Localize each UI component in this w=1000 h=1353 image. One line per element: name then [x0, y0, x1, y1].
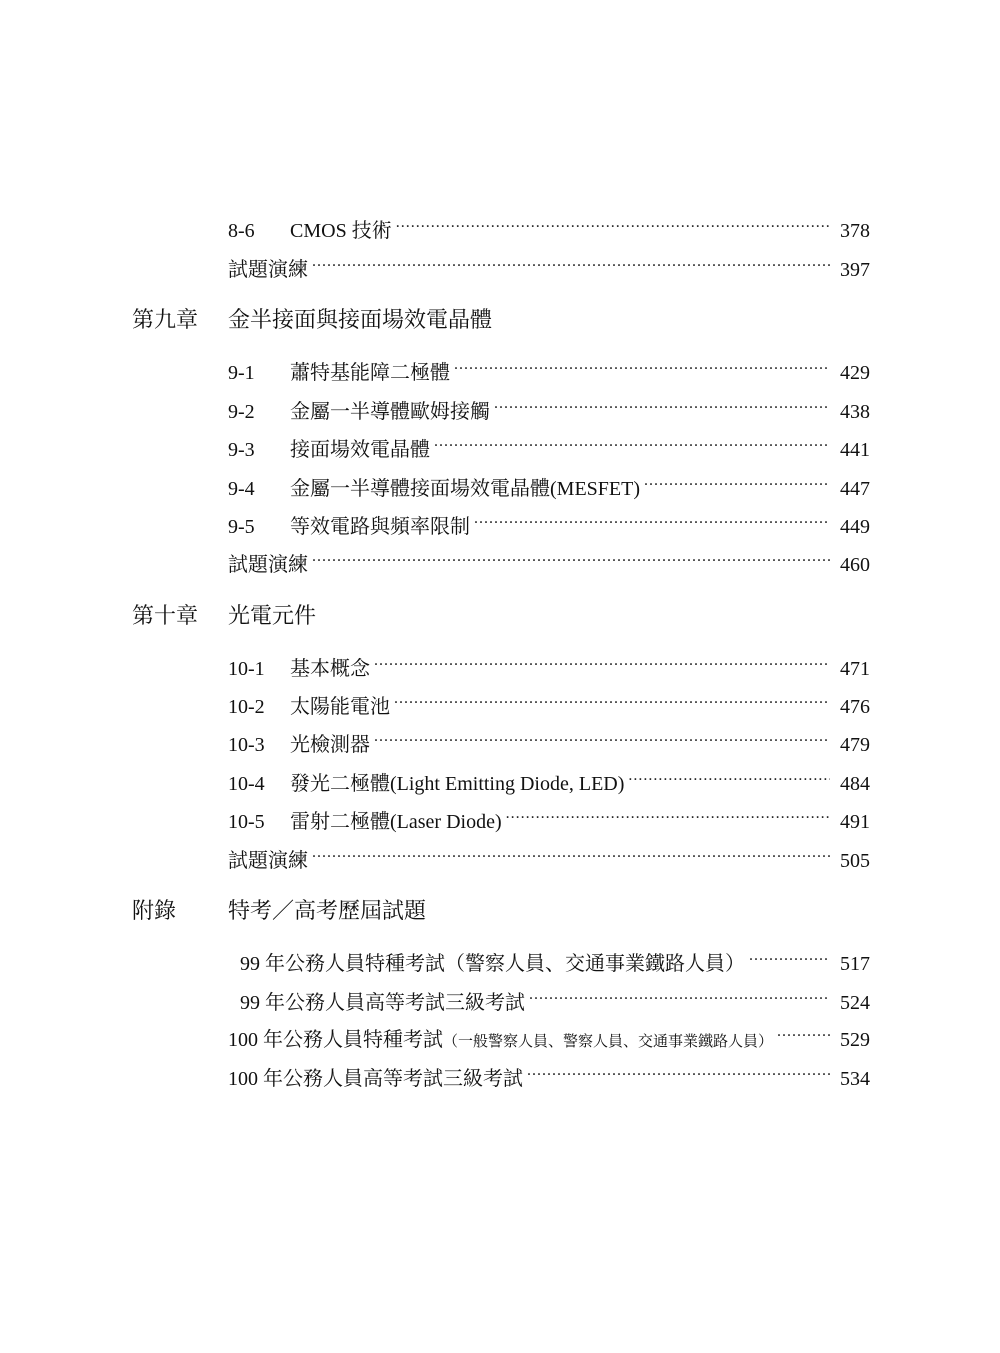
- dot-leader: [749, 940, 830, 970]
- entry-number: 10-5: [228, 811, 265, 833]
- toc-entry-9-4[interactable]: [228, 465, 870, 500]
- entry-title: 發光二極體(Light Emitting Diode, LED): [290, 773, 625, 795]
- entry-page-number: 471: [840, 658, 870, 680]
- dot-leader: [474, 503, 830, 533]
- toc-entry-10-5[interactable]: [228, 798, 870, 833]
- entry-page-number: 438: [840, 401, 870, 423]
- entry-title: 金屬一半導體接面場效電晶體(MESFET): [290, 478, 640, 500]
- chapter-label: 第九章: [132, 308, 199, 333]
- entry-page-number: 529: [840, 1029, 870, 1051]
- entry-title: 99 年公務人員特種考試（警察人員、交通事業鐵路人員）: [240, 953, 745, 975]
- dot-leader: [396, 207, 830, 237]
- entry-page-number: 460: [840, 554, 870, 576]
- dot-leader: [777, 1016, 830, 1046]
- toc-entry-appendix-2[interactable]: [228, 979, 870, 1014]
- dot-leader: [312, 246, 830, 276]
- toc-entry-9-5[interactable]: [228, 503, 870, 538]
- entry-title: 基本概念: [290, 658, 370, 680]
- entry-page-number: 429: [840, 362, 870, 384]
- entry-page-number: 484: [840, 773, 870, 795]
- entry-title: 雷射二極體(Laser Diode): [290, 811, 502, 833]
- toc-entry-appendix-1[interactable]: [228, 940, 870, 975]
- entry-title: 金屬一半導體歐姆接觸: [290, 401, 490, 423]
- toc-entry-10-4[interactable]: [228, 760, 870, 795]
- entry-title: 太陽能電池: [290, 696, 390, 718]
- entry-title: CMOS 技術: [290, 220, 392, 242]
- toc-entry-exercises-ch10[interactable]: [228, 837, 870, 872]
- dot-leader: [506, 798, 830, 828]
- appendix-heading[interactable]: [132, 895, 872, 929]
- chapter-title: 特考／高考歷屆試題: [228, 899, 427, 924]
- dot-leader: [644, 465, 830, 495]
- entry-page-number: 517: [840, 953, 870, 975]
- entry-page-number: 534: [840, 1068, 870, 1090]
- chapter-label: 附錄: [132, 899, 177, 924]
- dot-leader: [312, 541, 830, 571]
- entry-number: 9-3: [228, 439, 255, 461]
- toc-entry-9-3[interactable]: [228, 426, 870, 461]
- entry-title: 光檢測器: [290, 734, 370, 756]
- entry-title: 接面場效電晶體: [290, 439, 430, 461]
- entry-number: 10-4: [228, 773, 265, 795]
- entry-page-number: 378: [840, 220, 870, 242]
- toc-entry-appendix-4[interactable]: [228, 1055, 870, 1090]
- dot-leader: [434, 426, 830, 456]
- entry-title: 99 年公務人員高等考試三級考試: [240, 992, 525, 1014]
- toc-entry-8-6[interactable]: [228, 207, 870, 242]
- entry-title-note: （一般警察人員、警察人員、交通事業鐵路人員）: [443, 1034, 774, 1050]
- dot-leader: [527, 1055, 830, 1085]
- toc-entry-9-1[interactable]: [228, 349, 870, 384]
- entry-title: 100 年公務人員高等考試三級考試: [228, 1068, 523, 1090]
- toc-entry-10-1[interactable]: [228, 645, 870, 680]
- entry-number: 9-5: [228, 516, 255, 538]
- chapter-title: 金半接面與接面場效電晶體: [228, 308, 493, 333]
- entry-page-number: 491: [840, 811, 870, 833]
- toc-entry-10-3[interactable]: [228, 721, 870, 756]
- entry-title: 試題演練: [228, 554, 308, 576]
- entry-page-number: 505: [840, 850, 870, 872]
- chapter-title: 光電元件: [228, 604, 317, 629]
- entry-number: 9-4: [228, 478, 255, 500]
- entry-title: [228, 1025, 773, 1057]
- entry-page-number: 441: [840, 439, 870, 461]
- entry-page-number: 479: [840, 734, 870, 756]
- dot-leader: [628, 760, 830, 790]
- entry-number: 10-2: [228, 696, 265, 718]
- entry-number: 8-6: [228, 220, 255, 242]
- dot-leader: [454, 349, 830, 379]
- entry-page-number: 524: [840, 992, 870, 1014]
- dot-leader: [529, 979, 830, 1009]
- dot-leader: [494, 388, 830, 418]
- entry-number: 10-3: [228, 734, 265, 756]
- entry-page-number: 449: [840, 516, 870, 538]
- entry-title: 等效電路與頻率限制: [290, 516, 470, 538]
- entry-number: 9-1: [228, 362, 255, 384]
- toc-entry-appendix-3[interactable]: [228, 1016, 870, 1051]
- entry-title: 試題演練: [228, 259, 308, 281]
- toc-entry-exercises-ch8[interactable]: [228, 246, 870, 281]
- entry-title-main: 100 年公務人員特種考試: [228, 1029, 443, 1051]
- entry-page-number: 476: [840, 696, 870, 718]
- entry-page-number: 397: [840, 259, 870, 281]
- chapter-label: 第十章: [132, 604, 199, 629]
- dot-leader: [374, 721, 830, 751]
- dot-leader: [374, 645, 830, 675]
- entry-title: 試題演練: [228, 850, 308, 872]
- entry-title: 蕭特基能障二極體: [290, 362, 450, 384]
- toc-entry-exercises-ch9[interactable]: [228, 541, 870, 576]
- dot-leader: [312, 837, 830, 867]
- chapter-heading-10[interactable]: [132, 600, 872, 634]
- entry-number: 9-2: [228, 401, 255, 423]
- entry-page-number: 447: [840, 478, 870, 500]
- toc-entry-10-2[interactable]: [228, 683, 870, 718]
- chapter-heading-9[interactable]: [132, 304, 872, 338]
- dot-leader: [394, 683, 830, 713]
- toc-entry-9-2[interactable]: [228, 388, 870, 423]
- entry-number: 10-1: [228, 658, 265, 680]
